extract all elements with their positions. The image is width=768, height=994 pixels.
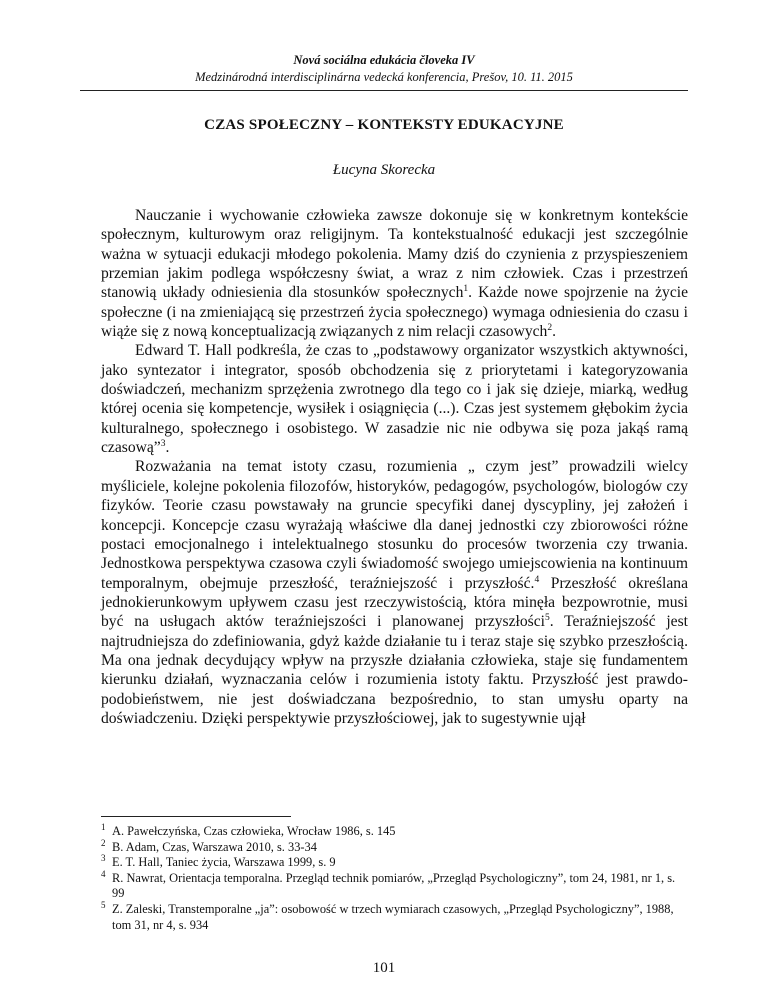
paragraph (101, 457, 688, 728)
paragraph-text: . Teraźniejszość jest najtrudniejsza do zdefiniowania, gdyż każde działanie tu i teraz staje się szybko przeszłością. Ma ona jednak decydujący wpływ na przyszłe działania człowieka, staje się fundamentem kierunku działań, wyznaczania celów i rozumienia istoty faktu. Przyszłość jest prawdopodobieństwem, nie jest doświadczana bezpośrednio, to stan umysłu oparty na doświadczeniu. Dzięki perspektywie przyszłościowej, jak to sugestywnie ujął (101, 613, 689, 727)
header-rule (80, 90, 688, 91)
footnote-number: 1 (101, 822, 106, 832)
footnote-number: 4 (101, 868, 106, 879)
paragraph-text: Edward T. Hall podkreśla, że czas to „podstawowy organizator wszystkich aktywności, jako syntezator i integrator, sposób obchodzenia się z priorytetami i kategoryzowania doświadczeń, mechanizm sprzężenia zwrotnego dla tego co i jak się dzieje, miarką, według której ocenia się kompetencje, wysiłek i osiągnięcia (...). Czas jest systemem głębokim życia kulturalnego, społecznego i osobistego. W zasadzie nic nie odbywa się poza jakąś ramą czasową” (101, 342, 688, 457)
article-body (101, 206, 688, 728)
footnote-text: R. Nawrat, Orientacja temporalna. Przegląd technik pomiarów, „Przegląd Psychologiczny”, tom 24, 1981, nr 1, s. 99 (112, 870, 676, 901)
footnote-text: E. T. Hall, Taniec życia, Warszawa 1999, s. 9 (112, 855, 336, 870)
paragraph-text: . (165, 439, 170, 457)
paragraph-text: Nauczanie i wychowanie człowieka zawsze dokonuje się w konkretnym kontekście społecznym, kulturowym oraz religijnym. Ta kontekstualność edukacji jest szczególnie ważna w sytuacji edukacji młodego pokolenia. Mamy dziś do czynienia z przyspieszeniem przemian jakim podlega współczesny świat, a wraz z nim człowiek. Czas i przestrzeń stanowią układy odniesienia dla stosunków społecznych (101, 207, 688, 302)
paragraph-text: Przeszłość określana jednokierunkowym upływem czasu jest rzeczywistością, która minęła bezpowrotnie, musi być na usługach aktów teraźniejszości i planowanej przyszłości (101, 574, 688, 631)
footnote-number: 2 (101, 837, 106, 848)
footnote-separator (101, 816, 291, 817)
footnote (101, 824, 688, 840)
footnote-text: Z. Zaleski, Transtemporalne „ja”: osobowość w trzech wymiarach czasowych, „Przegląd Psychologiczny”, 1988, tom 31, nr 4, s. 934 (112, 901, 674, 932)
page-number: 101 (372, 960, 396, 976)
header-journal-title: Nová sociálna edukácia človeka IV (293, 53, 475, 67)
paragraph-text: . Każde nowe spojrzenie na życie społeczne (i na zmieniającą się przestrzeń życia społecznego) wymaga odniesienia do czasu i wiąże się z nową konceptualizacją związanych z nim relacji czasowych (101, 284, 688, 341)
footnote (101, 899, 688, 933)
footnote (101, 855, 688, 871)
footnote-ref[interactable]: 2 (547, 323, 553, 334)
footnote-ref[interactable]: 5 (544, 613, 550, 624)
paragraph-text: . (552, 323, 557, 341)
article-author: Łucyna Skorecka (332, 162, 436, 178)
footnote-ref[interactable]: 3 (160, 439, 166, 450)
paragraph-text: Rozważania na temat istoty czasu, rozumienia „ czym jest” prowadzili wielcy myśliciele, kolejne pokolenia filozofów, historyków, pedagogów, psychologów, biologów czy fizyków. Teorie czasu powstawały na gruncie specyfiki danej dyscypliny, jej założeń i koncepcji. Koncepcje czasu wyrażają właściwe dla danej jednostki czy zbiorowości różne postaci emocjonalnego i intelektualnego stosunku do procesów tworzenia czy trwania. Jednostkowa perspektywa czasowa czyli świadomość swojego umiejscowienia na kontinuum temporalnym, obejmuje przeszłość, teraźniejszość i przyszłość. (101, 458, 688, 592)
footnote-text: B. Adam, Czas, Warszawa 2010, s. 33-34 (112, 839, 317, 854)
footnote-number: 3 (101, 853, 106, 864)
article-title: CZAS SPOŁECZNY – KONTEKSTY EDUKACYJNE (204, 117, 564, 133)
paragraph (101, 341, 688, 457)
running-header (80, 52, 688, 86)
header-conference: Medzinárodná interdisciplinárna vedecká konferencia, Prešov, 10. 11. 2015 (195, 70, 573, 84)
footnote (101, 837, 688, 856)
footnote-ref[interactable]: 4 (534, 574, 540, 585)
paragraph (101, 206, 688, 341)
footnote-text: A. Pawełczyńska, Czas człowieka, Wrocław 1986, s. 145 (112, 824, 396, 838)
footnote (101, 868, 688, 902)
footnote-number: 5 (101, 899, 106, 910)
footnote-ref[interactable]: 1 (463, 284, 469, 295)
footnotes (101, 824, 688, 933)
